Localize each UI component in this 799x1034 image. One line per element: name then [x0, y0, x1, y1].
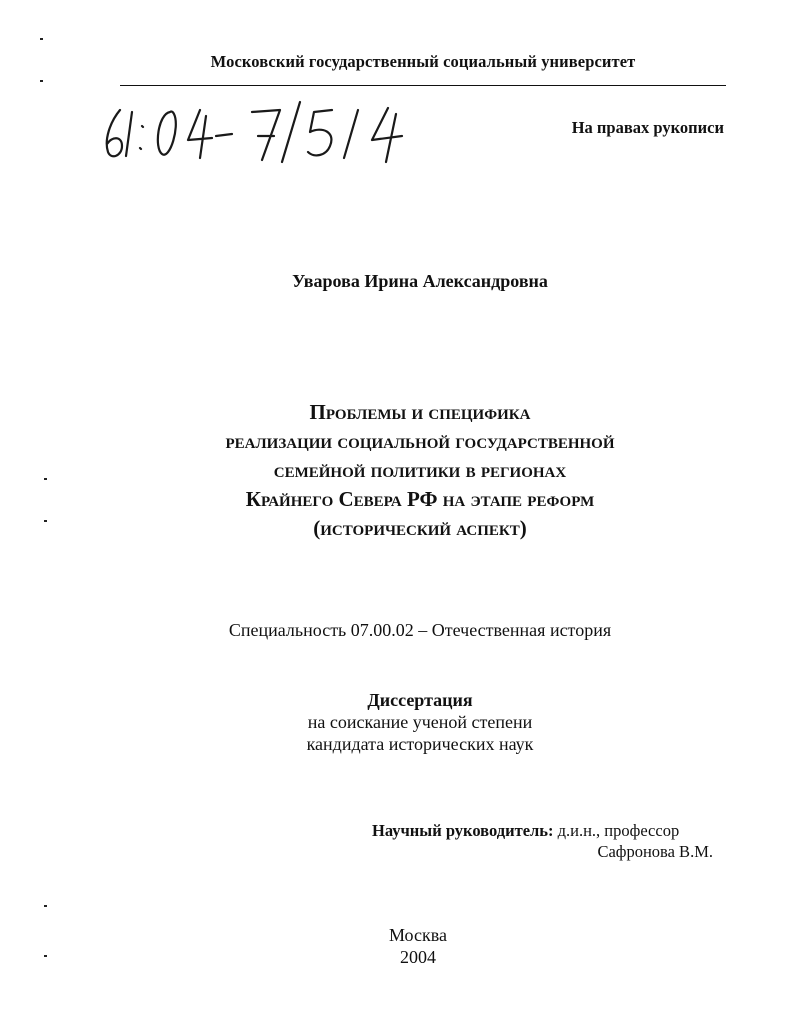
- supervisor-name: Сафронова В.М.: [597, 842, 713, 861]
- title-line: Проблемы и специфика: [309, 400, 531, 424]
- scan-speck: [40, 38, 43, 40]
- thesis-degree-line: кандидата исторических наук: [306, 734, 534, 754]
- year: 2004: [400, 947, 436, 967]
- supervisor-label: Научный руководитель:: [372, 821, 554, 840]
- title-line: Крайнего Севера РФ на этапе реформ: [245, 487, 595, 511]
- header-divider: [120, 85, 726, 86]
- dissertation-title: [0, 398, 799, 543]
- handwritten-archive-code: [96, 96, 456, 166]
- supervisor-degree: д.и.н., профессор: [553, 821, 680, 840]
- city: Москва: [389, 925, 447, 945]
- scan-speck: [40, 80, 43, 82]
- title-line: реализации социальной государственной: [225, 429, 615, 453]
- title-line: семейной политики в регионах: [273, 458, 567, 482]
- place-and-year: [0, 924, 799, 968]
- title-line: (исторический аспект): [313, 516, 527, 540]
- university-name: Московский государственный социальный университет: [210, 52, 636, 71]
- author-name: Уварова Ирина Александровна: [292, 271, 548, 291]
- supervisor-block: [372, 820, 679, 842]
- specialty: Специальность 07.00.02 – Отечественная история: [228, 620, 612, 640]
- thesis-degree-line: на соискание ученой степени: [307, 712, 533, 732]
- thesis-type: Диссертация: [367, 690, 473, 710]
- manuscript-rights-note: На правах рукописи: [571, 118, 724, 137]
- thesis-description: [0, 689, 799, 755]
- scan-speck: [44, 905, 47, 907]
